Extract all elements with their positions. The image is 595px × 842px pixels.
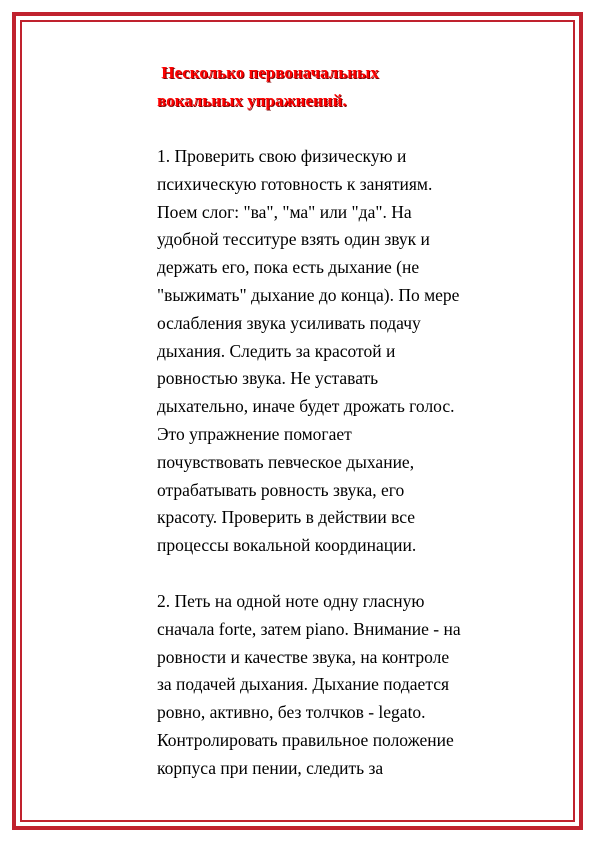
text-line: ровно, активно, без толчков - legato.: [157, 702, 426, 723]
text-line: отрабатывать ровность звука, его: [157, 479, 405, 500]
text-line: за подачей дыхания. Дыхание подается: [157, 674, 450, 695]
exercise-paragraph-2: [157, 588, 517, 783]
document-title: [157, 59, 517, 115]
text-line: психическую готовность к занятиям.: [157, 173, 433, 194]
exercise-paragraph-1: [157, 143, 517, 560]
text-line: дыхания. Следить за красотой и: [157, 340, 396, 361]
text-line: удобной тесситуре взять один звук и: [157, 229, 430, 250]
text-line: ровности и качестве звука, на контроле: [157, 646, 450, 667]
text-line: корпуса при пении, следить за: [157, 757, 384, 778]
text-line: сначала forte, затем piano. Внимание - на: [157, 618, 461, 639]
text-line: почувствовать певческое дыхание,: [157, 451, 415, 472]
text-line: красоту. Проверить в действии все: [157, 507, 416, 528]
text-line: Контролировать правильное положение: [157, 729, 454, 750]
text-line: "выжимать" дыхание до конца). По мере: [157, 284, 460, 305]
title-line: Несколько первоначальных: [157, 63, 379, 82]
text-line: дыхательно, иначе будет дрожать голос.: [157, 396, 455, 417]
title-line: вокальных упражнений.: [157, 91, 347, 110]
text-line: ровностью звука. Не уставать: [157, 368, 379, 389]
text-line: держать его, пока есть дыхание (не: [157, 257, 420, 278]
document-body: [157, 59, 517, 783]
text-line: 2. Петь на одной ноте одну гласную: [157, 590, 425, 611]
text-line: Это упражнение помогает: [157, 423, 352, 444]
text-line: Поем слог: "ва", "ма" или "да". На: [157, 201, 412, 222]
text-line: ослабления звука усиливать подачу: [157, 312, 421, 333]
text-line: процессы вокальной координации.: [157, 535, 417, 556]
text-line: 1. Проверить свою физическую и: [157, 146, 407, 166]
